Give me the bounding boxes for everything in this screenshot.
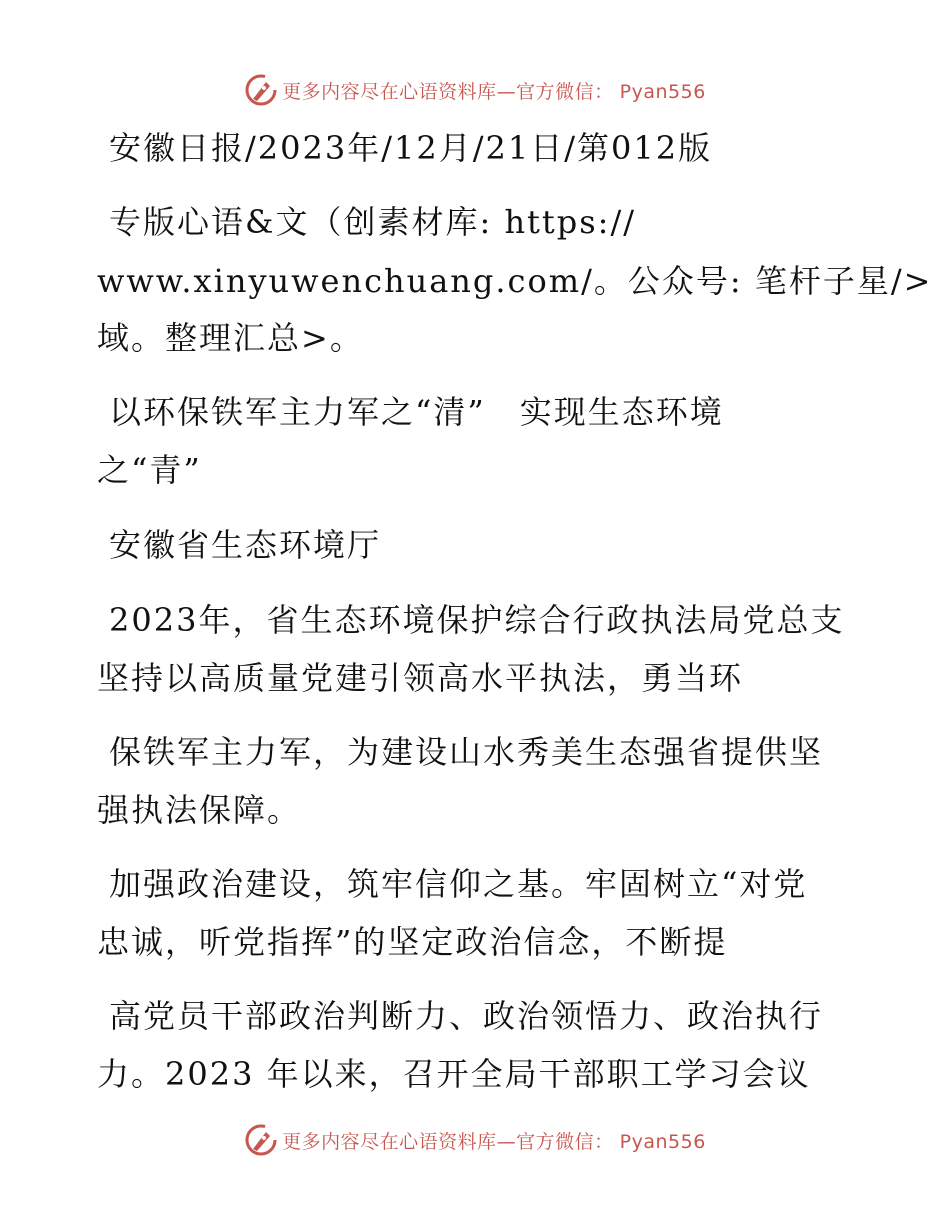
- watermark-text: [282, 1127, 706, 1154]
- source-line: 专版心语&文（创素材库: https://: [109, 203, 637, 241]
- paragraph-line: 强执法保障。: [97, 791, 302, 829]
- article-title: 以环保铁军主力军之“清” 实现生态环境: [109, 393, 724, 431]
- paragraph-line: 2023年，省生态环境保护综合行政执法局党总支: [109, 601, 845, 639]
- paragraph-line: 保铁军主力军，为建设山水秀美生态强省提供坚: [109, 733, 824, 771]
- watermark-label: 更多内容尽在心语资料库—官方微信：: [282, 1130, 614, 1153]
- article-author: 安徽省生态环境厅: [109, 526, 382, 564]
- paragraph-line: 忠诚，听党指挥”的坚定政治信念，不断提: [97, 923, 728, 961]
- watermark-account: Pyan556: [619, 1130, 706, 1153]
- source-line-url: www.xinyuwenchuang.com/。公众号: 笔杆子星/>: [97, 262, 933, 300]
- paragraph-line: 力。2023 年以来，召开全局干部职工学习会议: [97, 1055, 811, 1093]
- watermark-account: Pyan556: [619, 80, 706, 103]
- watermark-label: 更多内容尽在心语资料库—官方微信：: [282, 80, 614, 103]
- watermark-text: [282, 77, 706, 104]
- pen-nib-circle-icon: [244, 73, 278, 107]
- article-title-cont: 之“青”: [97, 451, 202, 489]
- paragraph-line: 加强政治建设，筑牢信仰之基。牢固树立“对党: [109, 865, 808, 903]
- source-line-end: 域。整理汇总>。: [97, 319, 364, 357]
- paragraph-line: 高党员干部政治判断力、政治领悟力、政治执行: [109, 997, 824, 1035]
- footer-watermark: [0, 1120, 950, 1160]
- paragraph-line: 坚持以高质量党建引领高水平执法，勇当环: [97, 659, 744, 697]
- header-watermark: [0, 70, 950, 110]
- publication-line: 安徽日报/2023年/12月/21日/第012版: [109, 129, 713, 167]
- pen-nib-circle-icon: [244, 1123, 278, 1157]
